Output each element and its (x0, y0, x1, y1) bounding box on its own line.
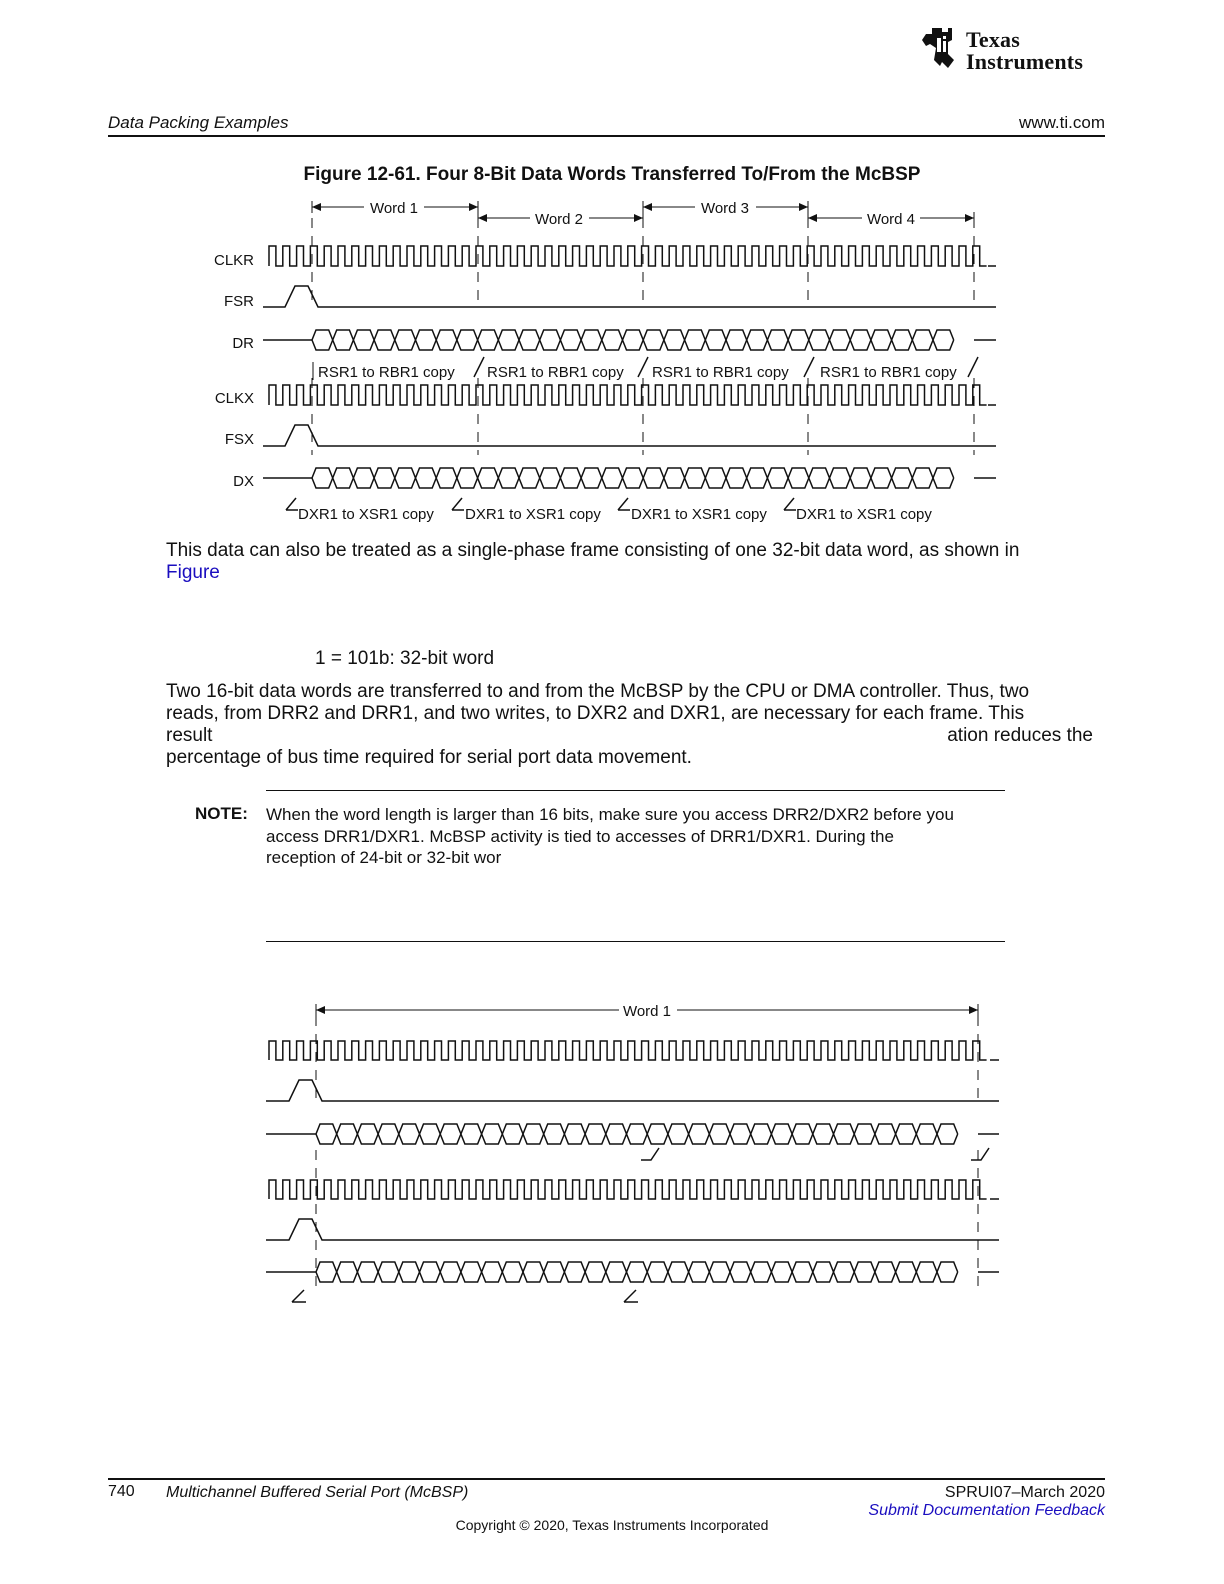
data-bit (374, 468, 395, 488)
data-bit (461, 1124, 482, 1144)
data-bit (809, 468, 830, 488)
figure-title: Figure 12-61. Four 8-Bit Data Words Transferred To/From the McBSP (303, 164, 921, 185)
data-bit (730, 1262, 751, 1282)
data-bit (627, 1124, 648, 1144)
receive-copy-label: RSR1 to RBR1 copy (318, 364, 455, 381)
data-bit (378, 1262, 399, 1282)
data-bit (771, 1124, 792, 1144)
copy-marker (292, 1290, 306, 1302)
data-bit (627, 1262, 648, 1282)
data-bit (420, 1124, 441, 1144)
clock-waveform (269, 1180, 987, 1199)
data-bit (896, 1262, 917, 1282)
note-rule-bottom (266, 941, 1005, 942)
copy-marker (641, 1148, 659, 1160)
data-bit (316, 1124, 337, 1144)
signal-label-dr: DR (232, 335, 254, 352)
data-bit (916, 1262, 937, 1282)
signal-label-fsx: FSX (224, 431, 254, 448)
word-label: Word 4 (866, 211, 916, 228)
data-bit (871, 468, 892, 488)
data-bit (668, 1124, 689, 1144)
note-rule-top (266, 790, 1005, 791)
word-label: Word 1 (622, 1003, 672, 1020)
copy-marker (474, 357, 484, 377)
copy-marker (452, 498, 464, 510)
data-bit (337, 1124, 358, 1144)
data-bit (916, 1124, 937, 1144)
data-bit (337, 1262, 358, 1282)
data-bit (792, 1124, 813, 1144)
data-bit (709, 1124, 730, 1144)
data-bit (560, 468, 581, 488)
clock-waveform (269, 385, 987, 405)
data-bit (498, 468, 519, 488)
frame-sync-waveform (266, 1219, 999, 1240)
clock-waveform (269, 246, 987, 266)
data-bit (523, 1262, 544, 1282)
clock-waveform (269, 1041, 987, 1060)
copy-marker (286, 498, 298, 510)
data-bit (771, 1262, 792, 1282)
word-label: Word 3 (700, 200, 750, 217)
data-bit (912, 468, 933, 488)
data-bit (540, 330, 561, 350)
data-bit (896, 1124, 917, 1144)
data-bit (871, 330, 892, 350)
data-bit (850, 468, 871, 488)
data-bit (378, 1124, 399, 1144)
data-bit (813, 1262, 834, 1282)
data-bit (813, 1124, 834, 1144)
data-bit (664, 330, 685, 350)
data-bit (333, 330, 354, 350)
ti-logo (918, 26, 1108, 72)
data-bit (747, 330, 768, 350)
transmit-copy-label: DXR1 to XSR1 copy (631, 506, 767, 523)
data-bit (399, 1124, 420, 1144)
signal-label-clkr: CLKR (213, 252, 254, 269)
data-bit (788, 468, 809, 488)
data-bit (399, 1262, 420, 1282)
data-bit (482, 1124, 503, 1144)
data-bit (602, 330, 623, 350)
data-bit (875, 1124, 896, 1144)
frame-sync-waveform (263, 425, 996, 446)
logo-text-line2: Instruments (966, 49, 1084, 74)
note-body: When the word length is larger than 16 bits, make sure you access DRR2/DXR2 before you access DRR1/DXR1. McBSP activity is tied to accesses of DRR1/DXR1. During the reception of 24-bit or 32-bit wor (266, 805, 954, 867)
data-bit (461, 1262, 482, 1282)
footer-doc-id: SPRUI07–March 2020 (944, 1484, 1105, 1501)
data-bit (523, 1124, 544, 1144)
note-label: NOTE: (195, 804, 248, 823)
signal-label-fsr: FSR (224, 293, 254, 310)
data-bit (420, 1262, 441, 1282)
data-bit (854, 1124, 875, 1144)
data-bit (834, 1262, 855, 1282)
data-bit (440, 1124, 461, 1144)
data-bit (540, 468, 561, 488)
data-bit (767, 468, 788, 488)
data-bit (544, 1124, 565, 1144)
data-bit (395, 330, 416, 350)
frame-sync-waveform (263, 286, 996, 307)
word-label: Word 1 (369, 200, 419, 217)
data-bit (585, 1262, 606, 1282)
data-bit (519, 468, 540, 488)
footer-doc-title: Multichannel Buffered Serial Port (McBSP) (166, 1484, 469, 1501)
data-bit (850, 330, 871, 350)
copy-marker (804, 357, 814, 377)
data-bit (357, 1124, 378, 1144)
data-bit (668, 1262, 689, 1282)
receive-copy-label: RSR1 to RBR1 copy (652, 364, 789, 381)
data-bit (416, 468, 437, 488)
data-bit (585, 1124, 606, 1144)
arrow-head (469, 203, 478, 211)
data-bit (564, 1124, 585, 1144)
data-bit (436, 330, 457, 350)
data-bit (519, 330, 540, 350)
data-bit (689, 1262, 710, 1282)
data-bit (316, 1262, 337, 1282)
frame-sync-waveform (266, 1080, 999, 1101)
data-bit (606, 1124, 627, 1144)
timing-diagram-four-words (0, 190, 1224, 530)
submit-feedback-link[interactable]: Submit Documentation Feedback (868, 1502, 1105, 1519)
data-bit (333, 468, 354, 488)
data-bit (357, 1262, 378, 1282)
data-bit (751, 1262, 772, 1282)
copy-marker (624, 1290, 638, 1302)
data-bit (685, 330, 706, 350)
data-bit (374, 330, 395, 350)
copy-marker (638, 357, 648, 377)
footer-rule (108, 1478, 1105, 1480)
data-bit (623, 330, 644, 350)
data-bit (312, 330, 333, 350)
data-bit (726, 330, 747, 350)
arrow-head (312, 203, 321, 211)
site-link[interactable]: www.ti.com (1019, 113, 1105, 132)
data-bit (544, 1262, 565, 1282)
data-bit (689, 1124, 710, 1144)
data-bit (457, 468, 478, 488)
data-bit (664, 468, 685, 488)
data-bit (623, 468, 644, 488)
copyright: Copyright © 2020, Texas Instruments Incorporated (455, 1517, 769, 1533)
data-bit (643, 330, 664, 350)
data-bit (685, 468, 706, 488)
data-bit (912, 330, 933, 350)
data-bit (788, 330, 809, 350)
data-bit (830, 330, 851, 350)
data-bit (726, 468, 747, 488)
data-bit (937, 1262, 958, 1282)
paragraph-two-words: Two 16-bit data words are transferred to and from the McBSP by the CPU or DMA controller. Thus, two reads, from DRR2 and DRR1, and two writes, to DXR2 and DXR1, are necessary for each frame. This result ation reduces the percentage of bus time required for serial port data movement. (166, 681, 1093, 768)
data-bit (751, 1124, 772, 1144)
data-bit (395, 468, 416, 488)
word-length-setting: 1 = 101b: 32-bit word (315, 648, 495, 669)
data-bit (312, 468, 333, 488)
copy-marker (968, 357, 978, 377)
signal-label-clkx: CLKX (214, 390, 254, 407)
receive-copy-label: RSR1 to RBR1 copy (487, 364, 624, 381)
data-bit (730, 1124, 751, 1144)
copy-marker (618, 498, 630, 510)
arrow-head (643, 203, 652, 211)
data-bit (602, 468, 623, 488)
logo-text-line1: Texas (966, 27, 1020, 52)
data-bit (647, 1124, 668, 1144)
data-bit (767, 330, 788, 350)
data-bit (482, 1262, 503, 1282)
data-bit (933, 330, 954, 350)
data-bit (564, 1262, 585, 1282)
data-bit (436, 468, 457, 488)
arrow-head (634, 214, 643, 222)
data-bit (457, 330, 478, 350)
data-bit (933, 468, 954, 488)
arrow-head (799, 203, 808, 211)
receive-copy-label: RSR1 to RBR1 copy (820, 364, 957, 381)
data-bit (792, 1262, 813, 1282)
page-number: 740 (108, 1483, 135, 1500)
data-bit (937, 1124, 958, 1144)
timing-diagram-one-word (0, 995, 1224, 1315)
data-bit (478, 330, 499, 350)
transmit-copy-label: DXR1 to XSR1 copy (465, 506, 601, 523)
data-bit (705, 468, 726, 488)
data-bit (478, 468, 499, 488)
header-rule (108, 135, 1105, 137)
data-bit (502, 1262, 523, 1282)
data-bit (830, 468, 851, 488)
paragraph-single-phase: This data can also be treated as a single-phase frame consisting of one 32-bit data word, as shown in Figure (166, 540, 1020, 583)
data-bit (854, 1262, 875, 1282)
data-bit (809, 330, 830, 350)
word-label: Word 2 (534, 211, 584, 228)
data-bit (892, 330, 913, 350)
data-bit (581, 330, 602, 350)
figure-link[interactable]: Figure (166, 562, 220, 583)
data-bit (875, 1262, 896, 1282)
data-bit (498, 330, 519, 350)
section-header: Data Packing Examples (108, 113, 289, 132)
transmit-copy-label: DXR1 to XSR1 copy (796, 506, 932, 523)
data-bit (647, 1262, 668, 1282)
arrow-head (808, 214, 817, 222)
arrow-head (969, 1006, 978, 1014)
data-bit (643, 468, 664, 488)
data-bit (705, 330, 726, 350)
arrow-head (478, 214, 487, 222)
data-bit (606, 1262, 627, 1282)
data-bit (892, 468, 913, 488)
arrow-head (965, 214, 974, 222)
copy-marker (784, 498, 796, 510)
data-bit (416, 330, 437, 350)
data-bit (502, 1124, 523, 1144)
data-bit (353, 468, 374, 488)
data-bit (353, 330, 374, 350)
data-bit (709, 1262, 730, 1282)
data-bit (560, 330, 581, 350)
data-bit (834, 1124, 855, 1144)
signal-label-dx: DX (233, 473, 254, 490)
data-bit (747, 468, 768, 488)
data-bit (581, 468, 602, 488)
transmit-copy-label: DXR1 to XSR1 copy (298, 506, 434, 523)
copy-marker (971, 1148, 989, 1160)
arrow-head (316, 1006, 325, 1014)
ti-logo-icon (918, 26, 962, 70)
data-bit (440, 1262, 461, 1282)
